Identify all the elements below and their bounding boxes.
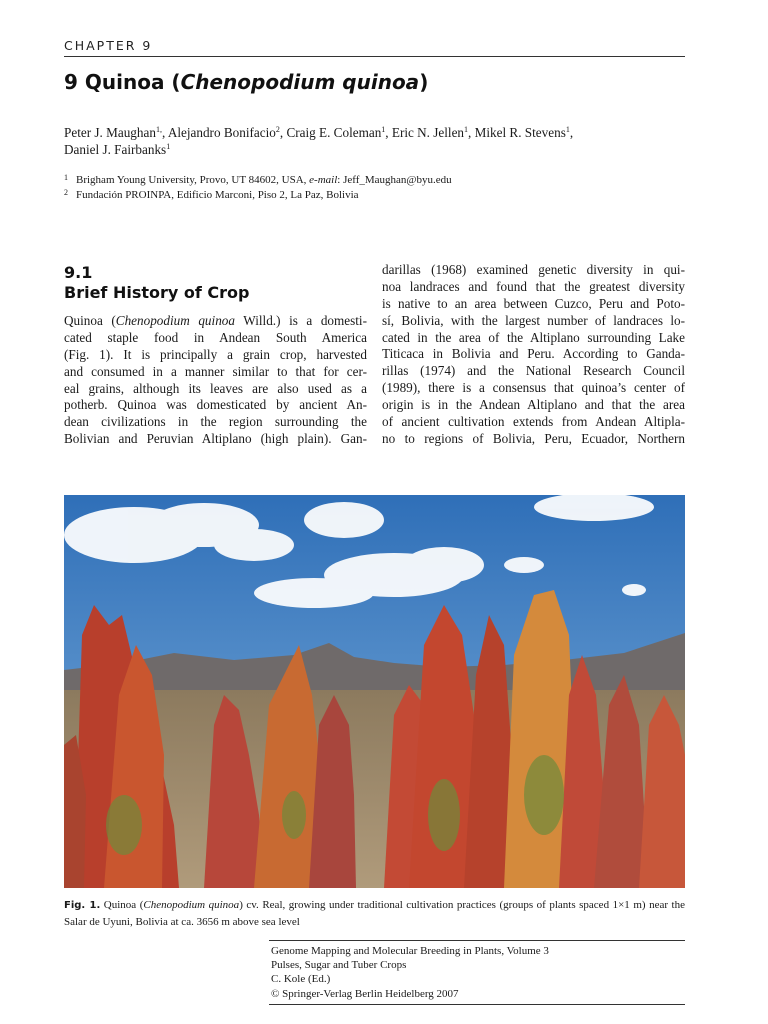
affiliation: 2 Fundación PROINPA, Edificio Marconi, Piso 2, La Paz, Bolivia [64,188,359,201]
title-prefix: 9 Quinoa ( [64,70,181,94]
chapter-title [64,70,428,94]
author: Daniel J. Fairbanks$^1$ [64,142,171,157]
body-line: (1989), there is a consensus that quinoa’s center of [382,380,685,396]
book-subtitle: Pulses, Sugar and Tuber Crops [271,959,407,972]
body-line: dean civilizations in the region surrounding the [64,414,367,430]
chapter-label: CHAPTER 9 [64,38,153,53]
figure-caption: Fig. 1. Quinoa (Chenopodium quinoa) cv. Real, growing under traditional cultivation practices (groups of plants spaced 1×1 m) near the Salar de Uyuni, Bolivia at ca. 3656 m above sea level [64,899,685,928]
body-line: Quinoa (Chenopodium quinoa Willd.) is a domesti- [64,313,367,328]
book-info [271,944,685,1001]
body-line: noa landraces and found that the greatest diversity [382,278,685,294]
figure-photo [64,495,685,888]
figure-label: Fig. 1. [64,900,101,911]
body-line: origin is in the Andean Altiplano and that the area [382,397,685,413]
affiliations [64,173,684,203]
body-line: no to regions of Bolivia, Peru, Ecuador, Northern [382,430,685,446]
affiliation: 1 Brigham Young University, Provo, UT 84602, USA, e-mail: Jeff_Maughan@byu.edu [64,173,452,186]
body-column-left [64,313,367,448]
body-line: (Fig. 1). It is principally a grain crop, harvested [64,346,367,362]
body-line: of ancient cultivation extends from Andean Altipla- [382,414,685,430]
author: Alejandro Bonifacio$^2$ [167,125,280,140]
email-label: e-mail [309,174,338,186]
quinoa-field-illustration [64,495,685,888]
chapter-rule [64,56,685,57]
title-species: Chenopodium quinoa [180,70,420,94]
author: Craig E. Coleman$^1$ [286,125,386,140]
body-line: is native to an area between Cuzco, Peru and Poto- [382,295,685,311]
author: Eric N. Jellen$^1$ [391,125,469,140]
body-line: sí, Bolivia, with the largest number of landraces lo- [382,312,685,328]
body-line: eal grains, although its leaves are also used as a [64,380,367,396]
book-series: Genome Mapping and Molecular Breeding in Plants, Volume 3 [271,945,549,957]
body-line: potherb. Quinoa was domesticated by ancient An- [64,397,367,413]
caption-species: Chenopodium quinoa [143,899,240,911]
body-line: darillas (1968) examined genetic diversity in qui- [382,262,685,277]
body-line: cated staple food in Andean South America [64,329,367,345]
section-heading [64,263,364,303]
body-line: rillas (1974) and the National Research Council [382,363,685,379]
footer-rule-top [269,940,685,941]
author-list: Peter J. Maughan$^{1,}$, Alejandro Bonifacio$^2$, Craig E. Coleman$^1$, Eric N. Jellen$^1$, Mikel R. Stevens$^1$, Daniel J. Fairbanks$^1$ [64,125,574,157]
section-number: 9.1 [64,263,93,282]
body-line: Bolivian and Peruvian Altiplano (high plain). Gan- [64,431,367,447]
section-title: Brief History of Crop [64,283,250,302]
body-line: Titicaca in Bolivia and Peru. According to Ganda- [382,346,685,362]
body-column-right [382,262,685,448]
body-line: cated in the area of the Altiplano surrounding Lake [382,329,685,345]
footer-rule-bottom [269,1004,685,1005]
author: Mikel R. Stevens$^1$ [474,125,570,140]
author: Peter J. Maughan$^{1,}$ [64,125,162,140]
title-suffix: ) [419,70,429,94]
book-editor: C. Kole (Ed.) [271,973,331,986]
body-line: and consumed in a manner similar to that for cer- [64,363,367,379]
book-copyright: © Springer-Verlag Berlin Heidelberg 2007 [271,987,459,1000]
